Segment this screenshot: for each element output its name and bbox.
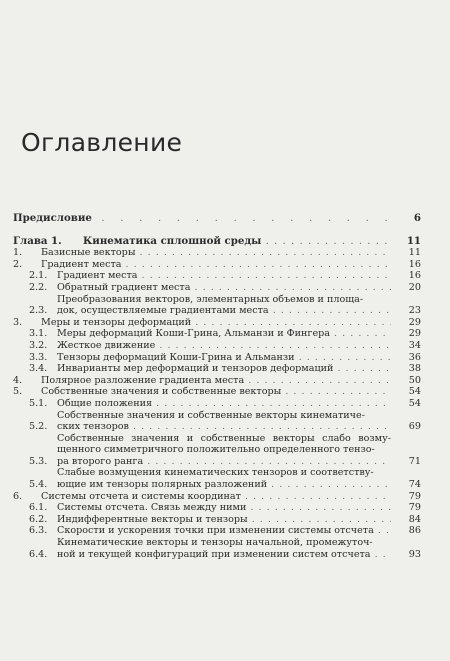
toc-entry[interactable] [13,514,421,526]
toc-entry[interactable] [13,410,421,433]
table-of-contents [13,213,421,560]
toc-entry[interactable] [13,525,421,537]
toc-entry[interactable] [13,363,421,375]
toc-entry[interactable] [13,398,421,410]
toc-entry-title [57,467,391,490]
toc-entry[interactable] [13,259,421,271]
toc-entry[interactable] [13,491,421,503]
toc-entry-number: 3.4. [29,363,48,375]
toc-entry[interactable] [13,317,421,329]
toc-entry-page-number: 84 [408,513,421,525]
toc-entry-title: Собственные значения и собственные векторы . . . [41,386,391,398]
toc-entry-title: Системы отсчета и системы координат . . . [41,491,391,503]
toc-entry-page-number: 54 [408,397,421,409]
toc-entry-title [57,537,391,560]
toc-entry-page-number: 20 [408,281,421,293]
toc-entry-number: 2.1. [29,270,48,282]
toc-entry[interactable] [13,213,421,225]
toc-entry-number: 5.4. [29,479,48,491]
toc-entry-page-number: 29 [408,328,421,340]
toc-entry[interactable] [13,467,421,490]
toc-entry[interactable] [13,247,421,259]
toc-entry-number: 6.4. [29,548,48,560]
toc-entry-title-last-line: ной и текущей конфигураций при изменении систем отсчета . . . [57,549,391,561]
toc-entry-page-number: 86 [408,525,421,537]
toc-entry-title-line: Собственные значения и собственные векторы слабо возму- [57,432,391,444]
toc-entry-title: Базисные векторы . . . [41,247,391,259]
toc-entry-title-line: Преобразования векторов, элементарных объемов и площа- [57,293,364,305]
toc-entry[interactable] [13,328,421,340]
toc-entry-page-number: 50 [408,374,421,386]
toc-entry-page-number: 11 [408,247,421,259]
toc-entry-title-last-line: док, осуществляемые градиентами места . . . [57,305,391,317]
toc-entry-page-number: 16 [408,258,421,270]
toc-entry-title: Кинематика сплошной среды . . . [83,236,391,248]
toc-entry-page-number: 16 [408,270,421,282]
toc-entry-title: Предисловие . . . [13,213,391,225]
toc-entry-number: 5.3. [29,455,48,467]
toc-entry-page-number: 23 [408,305,421,317]
toc-entry-title: Жесткое движение . . . [57,340,391,352]
toc-entry-page-number: 69 [408,421,421,433]
toc-entry-title [57,294,391,317]
toc-entry-number: 2. [13,258,23,270]
toc-entry-number: 3.3. [29,351,48,363]
toc-entry-title [57,433,391,468]
toc-entry-title-last-line: ющие им тензоры полярных разложений . . . [57,479,391,491]
toc-entry-page-number: 36 [408,351,421,363]
toc-entry-page-number: 34 [408,339,421,351]
toc-entry[interactable] [13,375,421,387]
toc-entry[interactable] [13,502,421,514]
toc-entry-title: Индифферентные векторы и тензоры . . . [57,514,391,526]
toc-entry-title-last-line: ра второго ранга . . . [57,456,391,468]
toc-entry-number: 2.2. [29,281,48,293]
toc-entry-title: Тензоры деформаций Коши-Грина и Альманзи . . . [57,352,391,364]
toc-entry-page-number: 38 [408,363,421,375]
toc-entry-page-number: 93 [408,548,421,560]
toc-entry-title: Градиент места . . . [41,259,391,271]
toc-entry-title: Системы отсчета. Связь между ними . . . [57,502,391,514]
page-title: Оглавление [21,128,183,157]
toc-entry-title: Полярное разложение градиента места . . . [41,375,391,387]
toc-entry-title [57,410,391,433]
toc-entry-title: Обратный градиент места . . . [57,282,391,294]
toc-entry-page-number: 29 [408,316,421,328]
toc-entry-page-number: 6 [413,212,421,224]
toc-entry-page-number: 11 [406,234,421,247]
toc-entry-title-line: щенного симметричного положительно определенного тензо- [57,444,375,456]
toc-entry-number: 1. [13,247,23,259]
toc-entry-title: Скорости и ускорения точки при изменении системы отсчета . . . [57,525,391,537]
toc-entry-number: 3. [13,316,23,328]
toc-entry-number: 4. [13,374,23,386]
toc-entry[interactable] [13,386,421,398]
toc-entry-page-number: 79 [408,502,421,514]
toc-entry-number: 6.2. [29,513,48,525]
toc-entry[interactable] [13,270,421,282]
toc-entry-page-number: 54 [408,386,421,398]
toc-entry-title-last-line: ских тензоров . . . [57,421,391,433]
toc-entry-title-line: Слабые возмущения кинематических тензоров и соответству- [57,467,374,479]
toc-entry-number: 3.1. [29,328,48,340]
toc-entry[interactable] [13,433,421,468]
toc-entry-title: Меры деформаций Коши-Грина, Альманзи и Фингера . . . [57,328,391,340]
toc-entry-title-line: Кинематические векторы и тензоры начальной, промежуточ- [57,537,373,549]
toc-entry-number: 6. [13,490,23,502]
toc-entry[interactable] [13,294,421,317]
toc-entry[interactable] [13,352,421,364]
toc-entry[interactable] [13,340,421,352]
toc-entry-number: 5. [13,386,23,398]
toc-entry-number: 6.1. [29,502,48,514]
toc-entry-number: Глава 1. [13,234,62,247]
toc-entry-number: 5.2. [29,421,48,433]
toc-entry-title: Инварианты мер деформаций и тензоров деформаций . . . [57,363,391,375]
toc-entry-page-number: 79 [408,490,421,502]
toc-entry[interactable] [13,236,421,248]
toc-entry-number: 5.1. [29,397,48,409]
toc-entry-number: 3.2. [29,339,48,351]
toc-entry-page-number: 71 [408,455,421,467]
toc-entry-title: Градиент места . . . [57,270,391,282]
toc-entry-title: Меры и тензоры деформаций . . . [41,317,391,329]
toc-entry-page-number: 74 [408,479,421,491]
toc-entry-number: 6.3. [29,525,48,537]
toc-entry-number: 2.3. [29,305,48,317]
toc-entry[interactable] [13,537,421,560]
toc-entry-title: Общие положения . . . [57,398,391,410]
toc-entry[interactable] [13,282,421,294]
toc-entry-title-line: Собственные значения и собственные векторы кинематиче- [57,409,365,421]
